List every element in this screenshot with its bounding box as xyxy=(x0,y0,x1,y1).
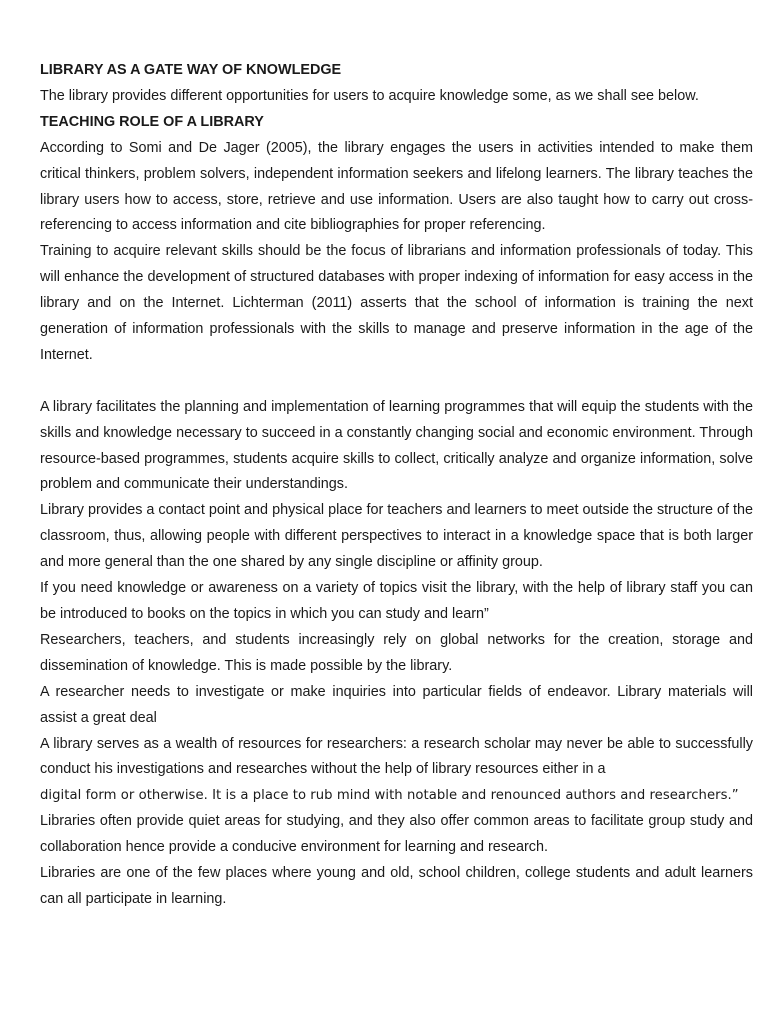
paragraph-global-networks: Researchers, teachers, and students increasingly rely on global networks for the creation, storage and dissemination of knowledge. This is made possible by the library. xyxy=(40,631,753,674)
section-heading: TEACHING ROLE OF A LIBRARY xyxy=(40,113,264,130)
paragraph-training: Training to acquire relevant skills should be the focus of librarians and information professionals of today. This will enhance the development of structured databases with proper indexing of information for easy access in the library and on the Internet. Lichterman (2011) asserts that the school of information is training the next generation of information professionals with the skills to manage and preserve information in the age of the Internet. xyxy=(40,243,753,363)
paragraph-learning-programmes: A library facilitates the planning and implementation of learning programmes that will equip the students with the skills and knowledge necessary to succeed in a constantly changing social and economic environment. Through resource-based programmes, students acquire skills to collect, critically analyze and organize information, solve problem and communicate their understandings. xyxy=(40,398,753,493)
intro-paragraph: The library provides different opportunities for users to acquire knowledge some, as we shall see below. xyxy=(40,87,699,104)
document-page xyxy=(40,58,753,913)
paragraph-digital-form: digital form or otherwise. It is a place to rub mind with notable and renounced authors and researchers.” xyxy=(40,788,739,804)
paragraph-knowledge-awareness: If you need knowledge or awareness on a variety of topics visit the library, with the help of library staff you can be introduced to books on the topics in which you can study and learn” xyxy=(40,580,753,623)
paragraph-spacer xyxy=(40,369,753,395)
paragraph-researcher-inquiries: A researcher needs to investigate or make inquiries into particular fields of endeavor. Library materials will assist a great deal xyxy=(40,683,753,726)
paragraph-contact-point: Library provides a contact point and physical place for teachers and learners to meet outside the structure of the classroom, thus, allowing people with different perspectives to interact in a knowledge space that is both larger and more general than the one shared by any single discipline or affinity group. xyxy=(40,502,753,571)
paragraph-somi-de-jager: According to Somi and De Jager (2005), the library engages the users in activities intended to make them critical thinkers, problem solvers, independent information seekers and lifelong learners. The library teaches the library users how to access, store, retrieve and use information. Users are also taught how to carry out cross-referencing to access information and cite bibliographies for proper referencing. xyxy=(40,139,753,234)
paragraph-quiet-areas: Libraries often provide quiet areas for studying, and they also offer common areas to facilitate group study and collaboration hence provide a conducive environment for learning and research. xyxy=(40,813,753,856)
document-title: LIBRARY AS A GATE WAY OF KNOWLEDGE xyxy=(40,62,342,78)
paragraph-all-participate: Libraries are one of the few places where young and old, school children, college students and adult learners can all participate in learning. xyxy=(40,865,753,907)
paragraph-wealth-of-resources: A library serves as a wealth of resources for researchers: a research scholar may never be able to successfully conduct his investigations and researches without the help of library resources either in a xyxy=(40,735,753,778)
